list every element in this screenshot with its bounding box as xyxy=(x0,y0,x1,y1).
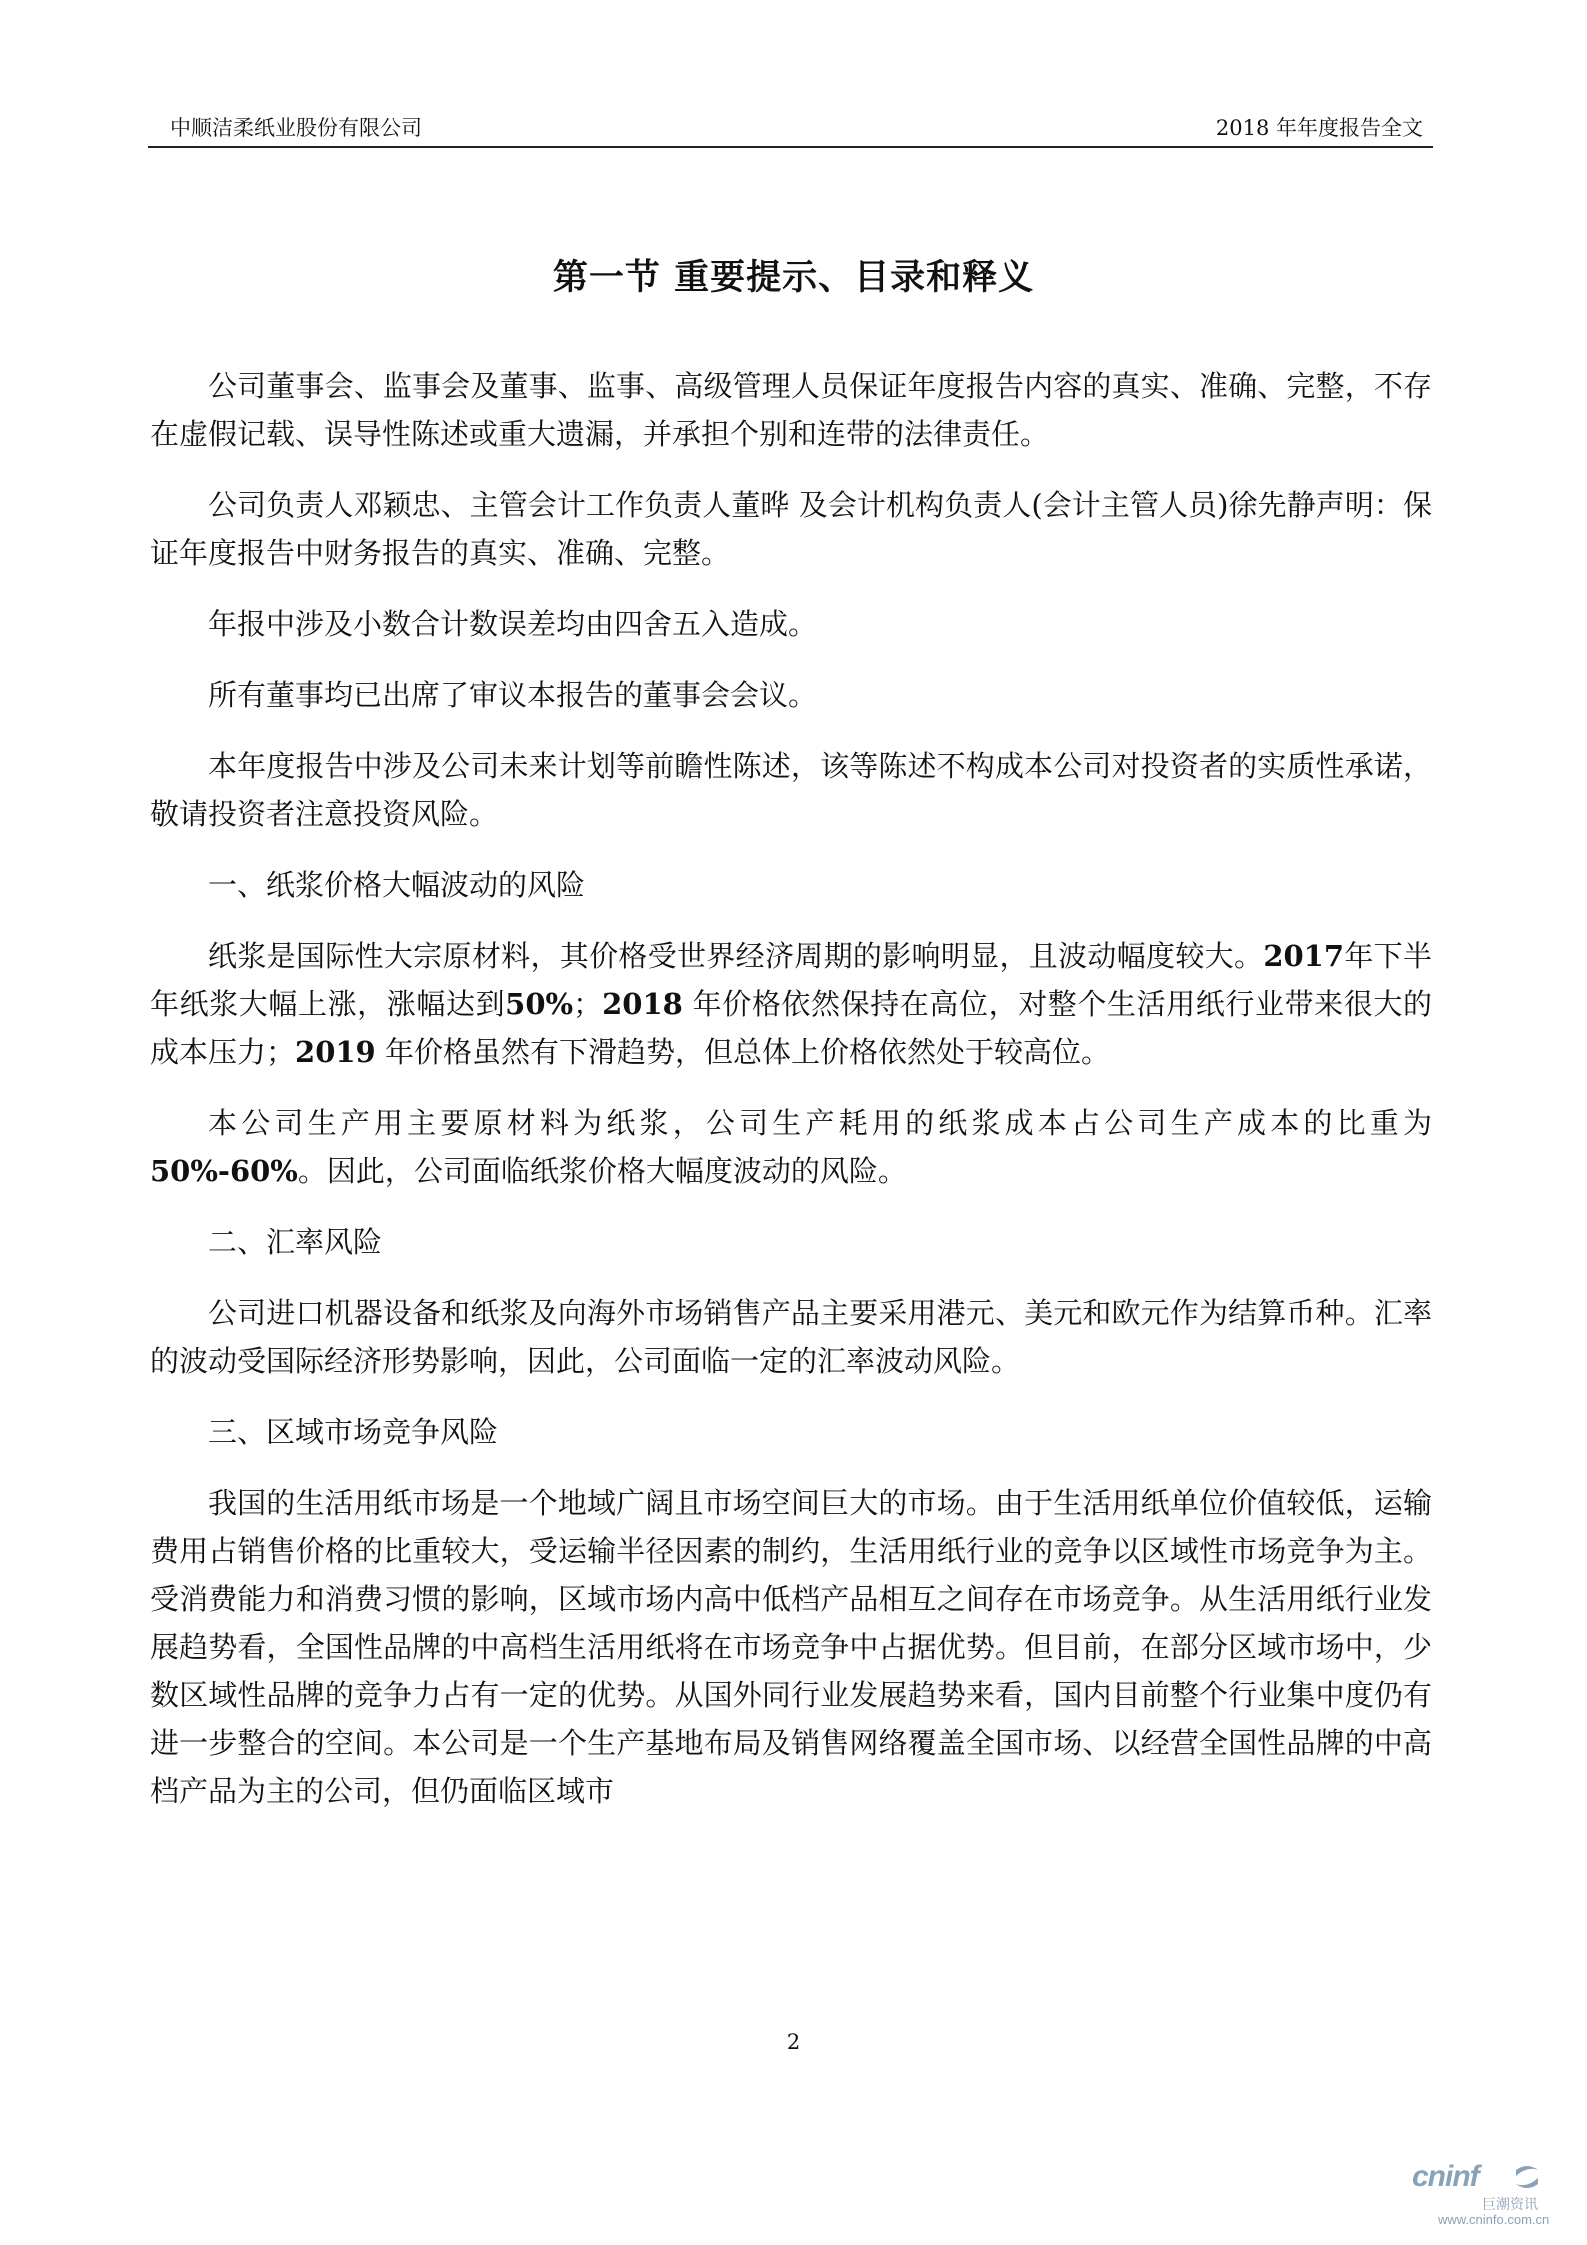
document-body xyxy=(150,362,1432,1838)
paragraph-fx-risk: 公司进口机器设备和纸浆及向海外市场销售产品主要采用港元、美元和欧元作为结算币种。汇率的波动受国际经济形势影响，因此，公司面临一定的汇率波动风险。 xyxy=(150,1296,1432,1378)
heading-regional-competition: 三、区域市场竞争风险 xyxy=(208,1415,499,1449)
page-header xyxy=(148,112,1433,148)
section-title: 第一节 重要提示、目录和释义 xyxy=(552,257,1035,298)
paragraph-responsible-persons: 公司负责人邓颖忠、主管会计工作负责人董晔 及会计机构负责人(会计主管人员)徐先静声明：保证年度报告中财务报告的真实、准确、完整。 xyxy=(150,488,1432,570)
heading-pulp-risk: 一、纸浆价格大幅波动的风险 xyxy=(208,868,586,902)
cninfo-logo xyxy=(1412,2160,1550,2230)
paragraph-forward-looking: 本年度报告中涉及公司未来计划等前瞻性陈述，该等陈述不构成本公司对投资者的实质性承诺，敬请投资者注意投资风险。 xyxy=(150,749,1432,831)
paragraph-rounding: 年报中涉及小数合计数误差均由四舍五入造成。 xyxy=(208,607,818,641)
paragraph-regional-competition: 我国的生活用纸市场是一个地域广阔且市场空间巨大的市场。由于生活用纸单位价值较低，运输费用占销售价格的比重较大，受运输半径因素的制约，生活用纸行业的竞争以区域性市场竞争为主。受消费能力和消费习惯的影响，区域市场内高中低档产品相互之间存在市场竞争。从生活用纸行业发展趋势看，全国性品牌的中高档生活用纸将在市场竞争中占据优势。但目前，在部分区域市场中，少数区域性品牌的竞争力占有一定的优势。从国外同行业发展趋势来看，国内目前整个行业集中度仍有进一步整合的空间。本公司是一个生产基地布局及销售网络覆盖全国市场、以经营全国性品牌的中高档产品为主的公司，但仍面临区域市 xyxy=(150,1486,1432,1808)
paragraph-board-guarantee: 公司董事会、监事会及董事、监事、高级管理人员保证年度报告内容的真实、准确、完整，不存在虚假记载、误导性陈述或重大遗漏，并承担个别和连带的法律责任。 xyxy=(150,369,1432,451)
logo-swirl-icon xyxy=(1512,2162,1542,2192)
logo-brand: cninf xyxy=(1412,2160,1479,2193)
header-report-title: 2018 年年度报告全文 xyxy=(1215,116,1423,140)
page-number: 2 xyxy=(786,2030,801,2054)
logo-url: www.cninfo.com.cn xyxy=(1438,2212,1550,2227)
logo-cn: 巨潮资讯 xyxy=(1482,2197,1538,2213)
paragraph-pulp-price: 纸浆是国际性大宗原材料，其价格受世界经济周期的影响明显，且波动幅度较大。2017年下半年纸浆大幅上涨，涨幅达到50%；2018 年价格依然保持在高位，对整个生活用纸行业带来很大的成本压力；2019 年价格虽然有下滑趋势，但总体上价格依然处于较高位。 xyxy=(150,939,1432,1069)
paragraph-pulp-cost: 本公司生产用主要原材料为纸浆，公司生产耗用的纸浆成本占公司生产成本的比重为50%-60%。因此，公司面临纸浆价格大幅度波动的风险。 xyxy=(150,1106,1432,1188)
header-company: 中顺洁柔纸业股份有限公司 xyxy=(170,116,422,140)
heading-fx-risk: 二、汇率风险 xyxy=(208,1225,383,1259)
paragraph-directors-attendance: 所有董事均已出席了审议本报告的董事会会议。 xyxy=(208,678,818,712)
